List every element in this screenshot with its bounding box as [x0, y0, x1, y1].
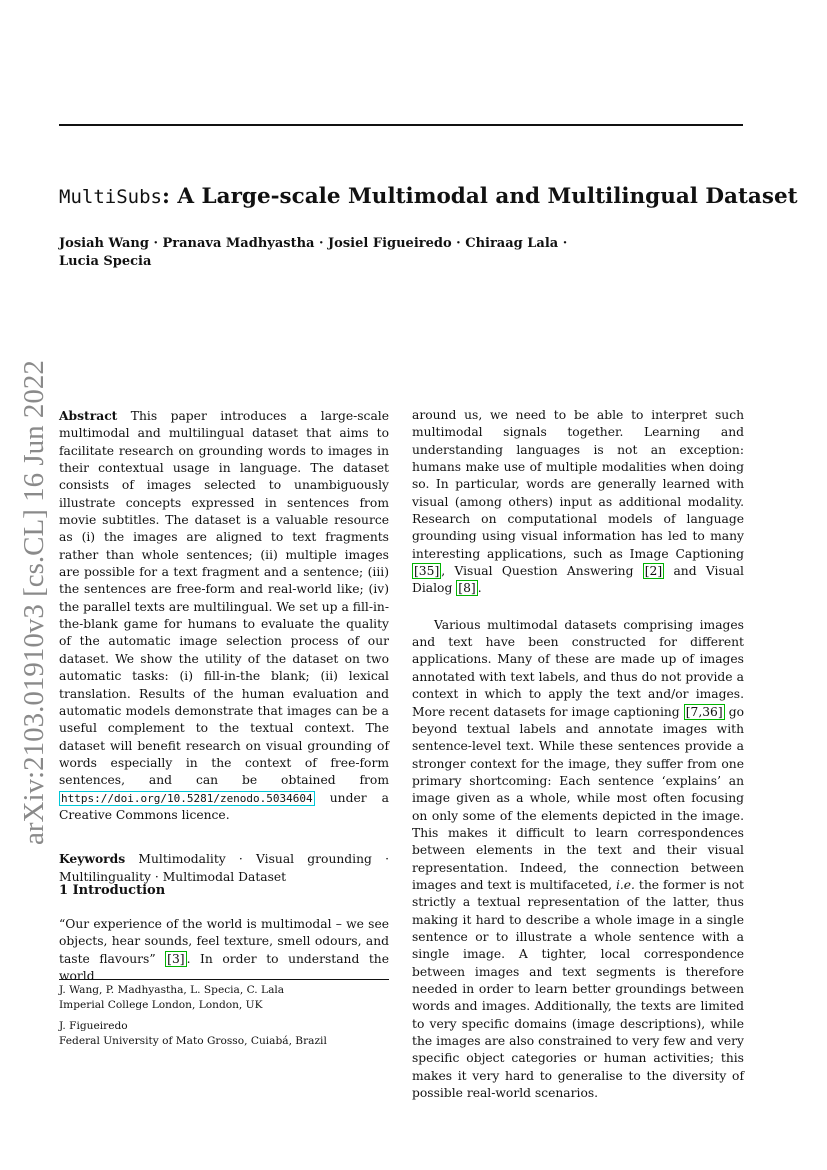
abstract-label: Abstract — [59, 408, 118, 423]
para1-text-b: , Visual Question Answering — [441, 564, 634, 579]
para2-ie: i.e. — [615, 877, 635, 892]
intro-quote-text: “Our experience of the world is multimodal – we see objects, hear sounds, feel texture, smell odours, and taste flavours” — [59, 917, 389, 966]
para2-text-c: the former is not strictly a textual representation of the latter, thus making it hard to describe a whole image in a single sentence or to illustrate a whole sentence with a single image. A tighter, local correspondence between images and text segments is therefore needed in order to learn better groundings between words and images. Additionally, the texts are limited to very specific domains (image descriptions), while the images are also constrained to very few and very specific object categories or human activities; this makes it very hard to generalise to the diversity of possible real-world scenarios. — [412, 877, 744, 1101]
intro-quote-after: . In order to understand the world — [59, 951, 389, 984]
left-column — [59, 407, 389, 886]
para1-text-d: . — [477, 581, 482, 596]
right-column — [412, 407, 744, 1102]
abstract-text: This paper introduces a large-scale multimodal and multilingual dataset that aims to facilitate research on grounding words to images in their contextual usage in language. The dataset consists of images selected to unambiguously illustrate concepts expressed in sentences from movie subtitles. The dataset is a valuable resource as (i) the images are aligned to text fragments rather than whole sentences; (ii) multiple images are possible for a text fragment and a sentence; (iii) the sentences are free-form and real-world like; (iv) the parallel texts are multilingual. We set up a fill-in-the-blank game for humans to evaluate the quality of the automatic image selection process of our dataset. We show the utility of the dataset on two automatic tasks: (i) fill-in-the blank; (ii) lexical translation. Results of the human evaluation and automatic models demonstrate that images can be a useful complement to the textual context. The dataset will benefit research on visual grounding of words especially in the context of free-form sentences, and can be obtained from — [59, 409, 389, 788]
citation-link[interactable]: [7,36] — [685, 704, 723, 719]
abstract — [59, 407, 389, 824]
citation-link[interactable]: [8] — [458, 581, 476, 596]
affiliation-1-names: J. Wang, P. Madhyastha, L. Specia, C. Lala — [59, 984, 285, 996]
author-list — [59, 235, 659, 271]
keywords-label: Keywords — [59, 851, 126, 867]
paper-title — [59, 184, 798, 209]
para1-text-a: around us, we need to be able to interpret such multimodal signals together. Learning and understanding languages is not an exception: humans make use of multiple modalities when doing so. In particular, words are generally learned with visual (among others) input as additional modality. Research on computational models of language grounding using visual information has led to many interesting applications, such as Image Captioning — [412, 408, 744, 561]
affiliation-1-institution: Imperial College London, London, UK — [59, 999, 263, 1011]
affiliation-footnotes — [59, 979, 389, 1055]
affiliation-2-names: J. Figueiredo — [59, 1020, 128, 1032]
intro-paragraph — [59, 916, 389, 985]
affiliation-1 — [59, 983, 389, 1013]
para1-text-c: and Visual Dialog — [412, 564, 744, 596]
citation-link[interactable]: [2] — [644, 564, 663, 579]
para2-text-a: Various multimodal datasets comprising images and text have been constructed for different applications. Many of these are made up of images annotated with text labels, and thus do not provide a context in which to apply the text and/or images. More recent datasets for image captioning — [412, 617, 744, 719]
intro-paragraph-continued — [412, 407, 744, 598]
intro-paragraph-datasets — [412, 617, 744, 1103]
para2-text-b: go beyond textual labels and annotate images with sentence-level text. While these sentences provide a stronger context for the image, they suffer from one primary shortcoming: Each sentence ‘explains’ an image given as a whole, while most often focusing on only some of the elements depicted in the image. This makes it difficult to learn correspondences between elements in the text and their visual representation. Indeed, the connection between images and text is multifaceted, — [412, 704, 744, 892]
title-text: : A Large-scale Multimodal and Multilingual Dataset — [161, 184, 798, 209]
affiliation-2 — [59, 1019, 389, 1049]
abstract-tail: under a Creative Commons licence. — [59, 790, 389, 822]
dataset-doi-link[interactable]: https://doi.org/10.5281/zenodo.5034604 — [61, 791, 313, 805]
title-dataset-name: MultiSubs — [59, 186, 162, 208]
section-heading-introduction: 1 Introduction — [59, 883, 166, 898]
keywords — [59, 850, 389, 886]
author-line-1: Josiah Wang · Pranava Madhyastha · Josiel Figueiredo · Chiraag Lala · — [59, 236, 568, 251]
citation-link[interactable]: [35] — [414, 564, 440, 579]
header-rule — [59, 124, 743, 126]
arxiv-identifier-stamp: arXiv:2103.01910v3 [cs.CL] 16 Jun 2022 — [18, 360, 50, 845]
affiliation-2-institution: Federal University of Mato Grosso, Cuiabá, Brazil — [59, 1035, 327, 1047]
author-line-2: Lucia Specia — [59, 254, 152, 269]
citation-link[interactable]: [3] — [167, 951, 185, 966]
keywords-text: Multimodality · Visual grounding · Multilinguality · Multimodal Dataset — [59, 852, 389, 884]
